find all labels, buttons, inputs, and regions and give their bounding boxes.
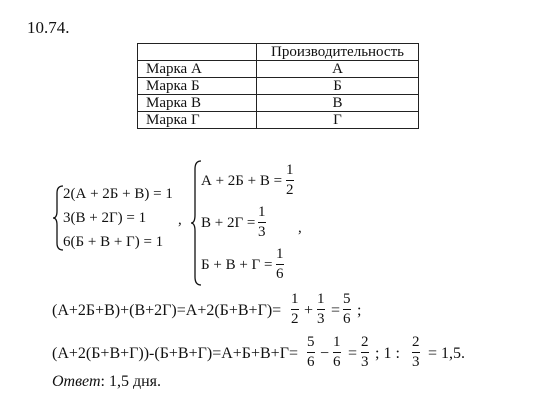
system2-equation-lhs: Б + В + Г =	[201, 257, 273, 273]
table-row	[138, 112, 419, 129]
fraction-denominator: 2	[291, 311, 299, 327]
fraction-numerator: 1	[317, 291, 325, 307]
fraction	[258, 205, 266, 240]
fraction	[333, 335, 341, 370]
table-cell: Г	[257, 112, 419, 129]
separator-comma: ,	[178, 212, 182, 228]
fraction	[291, 292, 299, 327]
table-cell: Марка А	[138, 61, 257, 78]
equals-sign: =	[331, 302, 341, 319]
fraction	[307, 335, 315, 370]
problem-number: 10.74.	[27, 18, 70, 37]
equals-sign: =	[348, 345, 358, 362]
answer-value: : 1,5 дня.	[100, 373, 162, 390]
answer-label: Ответ	[52, 373, 101, 390]
fraction-denominator: 6	[307, 354, 315, 370]
table-cell: Марка В	[138, 95, 257, 112]
fraction	[286, 163, 294, 198]
separator-comma: ,	[298, 220, 302, 236]
answer-line	[52, 373, 161, 391]
plus-sign: +	[304, 302, 314, 319]
semicolon: ;	[357, 302, 362, 319]
fraction	[412, 335, 420, 370]
table-cell: Б	[257, 78, 419, 95]
fraction-denominator: 6	[333, 354, 341, 370]
result-text: = 1,5.	[428, 345, 466, 362]
system1-equation: 2(А + 2Б + В) = 1	[63, 186, 173, 202]
fraction-numerator: 1	[333, 334, 341, 350]
minus-sign: −	[320, 345, 330, 362]
productivity-table	[137, 43, 419, 129]
fraction-numerator: 5	[307, 334, 315, 350]
calc-line-2: (А+2(Б+В+Г))-(Б+В+Г)=А+Б+В+Г=	[52, 345, 298, 362]
fraction	[276, 247, 284, 282]
fraction	[317, 292, 325, 327]
fraction-numerator: 5	[343, 291, 351, 307]
fraction-numerator: 2	[412, 334, 420, 350]
fraction-denominator: 3	[317, 311, 325, 327]
table-row	[138, 95, 419, 112]
fraction-denominator: 3	[412, 354, 420, 370]
fraction-numerator: 1	[286, 162, 294, 178]
fraction-numerator: 1	[258, 204, 266, 220]
fraction-denominator: 3	[258, 224, 266, 240]
fraction-numerator: 1	[291, 291, 299, 307]
fraction-denominator: 3	[361, 354, 369, 370]
system2-equation-lhs: А + 2Б + В =	[201, 173, 283, 189]
ratio-text: ; 1 :	[375, 345, 400, 362]
fraction-denominator: 6	[343, 311, 351, 327]
table-cell: Марка Б	[138, 78, 257, 95]
fraction	[361, 335, 369, 370]
table-row	[138, 78, 419, 95]
table-cell: Марка Г	[138, 112, 257, 129]
system2-equation-lhs: В + 2Г =	[201, 215, 256, 231]
table-header-row	[138, 44, 419, 61]
table-row	[138, 61, 419, 78]
table-header-cell: Производительность	[257, 44, 419, 61]
fraction	[343, 292, 351, 327]
fraction-numerator: 2	[361, 334, 369, 350]
table-cell: А	[257, 61, 419, 78]
fraction-denominator: 6	[276, 266, 284, 282]
system1-equation: 3(В + 2Г) = 1	[63, 210, 147, 226]
table-cell	[138, 44, 257, 61]
system1-equation: 6(Б + В + Г) = 1	[63, 234, 164, 250]
fraction-numerator: 1	[276, 246, 284, 262]
table-cell: В	[257, 95, 419, 112]
fraction-denominator: 2	[286, 182, 294, 198]
calc-line-1: (А+2Б+В)+(В+2Г)=А+2(Б+В+Г)=	[52, 302, 282, 319]
